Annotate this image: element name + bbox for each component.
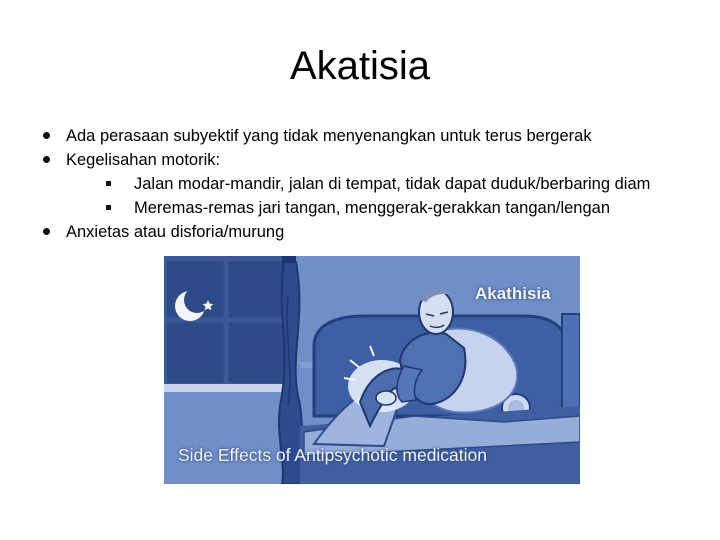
bullet-item [40,220,700,244]
sub-bullet-square [106,181,111,186]
bullet-text: Kegelisahan motorik: [66,151,221,169]
bullet-text: Anxietas atau disforia/murung [66,223,285,241]
akathisia-illustration [164,256,580,484]
sub-bullet-text: Jalan modar-mandir, jalan di tempat, tidak dapat duduk/berbaring diam [134,175,651,193]
sub-bullet-square [106,205,111,210]
bullet-dot [43,156,50,163]
illustration-title: Akathisia [475,284,551,303]
bullet-text: Ada perasaan subyektif yang tidak menyenangkan untuk terus bergerak [66,127,592,145]
bullet-item [40,124,700,148]
sub-bullet-text: Meremas-remas jari tangan, menggerak-gerakkan tangan/lengan [134,199,611,217]
bullet-dot [43,228,50,235]
bullet-item [40,148,700,172]
bullet-dot [43,132,50,139]
night-window [164,258,296,392]
sub-bullet-item [40,172,700,196]
sub-bullet-item [40,196,700,220]
illustration-caption: Side Effects of Antipsychotic medication [178,445,488,465]
slide-title: Akatisia [289,44,431,88]
bullet-list [40,124,700,244]
